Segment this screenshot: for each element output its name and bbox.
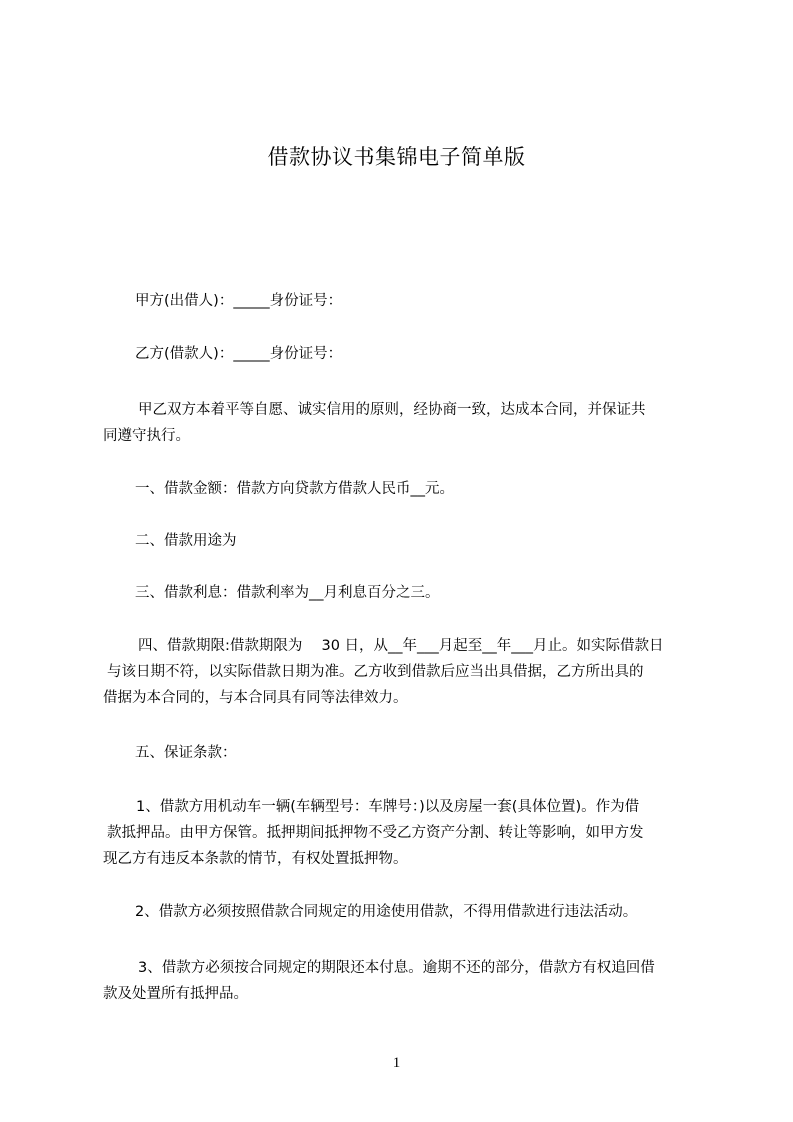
document-title: 借款协议书集锦电子简单版 xyxy=(267,145,526,169)
paragraph-guarantee-1 xyxy=(103,794,693,872)
paragraph-line: 2、借款方必须按照借款合同规定的用途使用借款，不得用借款进行违法活动。 xyxy=(135,904,638,920)
paragraph-loan-amount xyxy=(103,476,725,502)
page-number: 1 xyxy=(392,1055,401,1071)
paragraph-guarantee-3 xyxy=(103,955,693,1007)
paragraph-line: 3、借款方必须按合同规定的期限还本付息。逾期不还的部分，借款方有权追回借 xyxy=(138,960,655,976)
paragraph-line: 甲乙双方本着平等自愿、诚实信用的原则，经协商一致，达成本合同，并保证共 xyxy=(138,402,646,418)
paragraph-line: 一、借款金额：借款方向贷款方借款人民币__元。 xyxy=(135,481,454,497)
paragraph-line: 借据为本合同的，与本合同具有同等法律效力。 xyxy=(103,690,408,706)
paragraph-loan-term xyxy=(103,633,693,711)
paragraph-guarantee-2 xyxy=(103,899,725,925)
paragraph-guarantee-heading xyxy=(103,740,725,766)
paragraph-line: 1、借款方用机动车一辆(车辆型号：车牌号：)以及房屋一套(具体位置)。作为借 xyxy=(136,799,640,815)
paragraph-line: 四、借款期限:借款期限为 30 日，从__年___月起至__年___月止。如实际借款日 xyxy=(138,638,664,654)
paragraph-loan-purpose xyxy=(103,528,725,554)
paragraph-line: 与该日期不符，以实际借款日期为准。乙方收到借款后应当出具借据，乙方所出具的 xyxy=(107,664,644,680)
paragraph-loan-interest xyxy=(103,580,725,606)
paragraph-line: 乙方(借款人)：_____身份证号： xyxy=(135,346,343,362)
paragraph-line: 现乙方有违反本条款的情节，有权处置抵押物。 xyxy=(103,851,408,867)
paragraph-party-b xyxy=(103,341,725,367)
paragraph-line: 五、保证条款： xyxy=(135,745,237,761)
paragraph-line: 款及处置所有抵押品。 xyxy=(103,986,248,1002)
paragraph-line: 甲方(出借人)：_____身份证号： xyxy=(135,293,343,309)
paragraph-line: 款抵押品。由甲方保管。抵押期间抵押物不受乙方资产分割、转让等影响，如甲方发 xyxy=(107,825,644,841)
paragraph-party-a xyxy=(103,288,725,314)
paragraph-line: 三、借款利息：借款利率为__月利息百分之三。 xyxy=(135,585,440,601)
paragraph-line: 同遵守执行。 xyxy=(103,428,190,444)
paragraph-preamble xyxy=(103,397,693,449)
paragraph-line: 二、借款用途为 xyxy=(135,533,237,549)
